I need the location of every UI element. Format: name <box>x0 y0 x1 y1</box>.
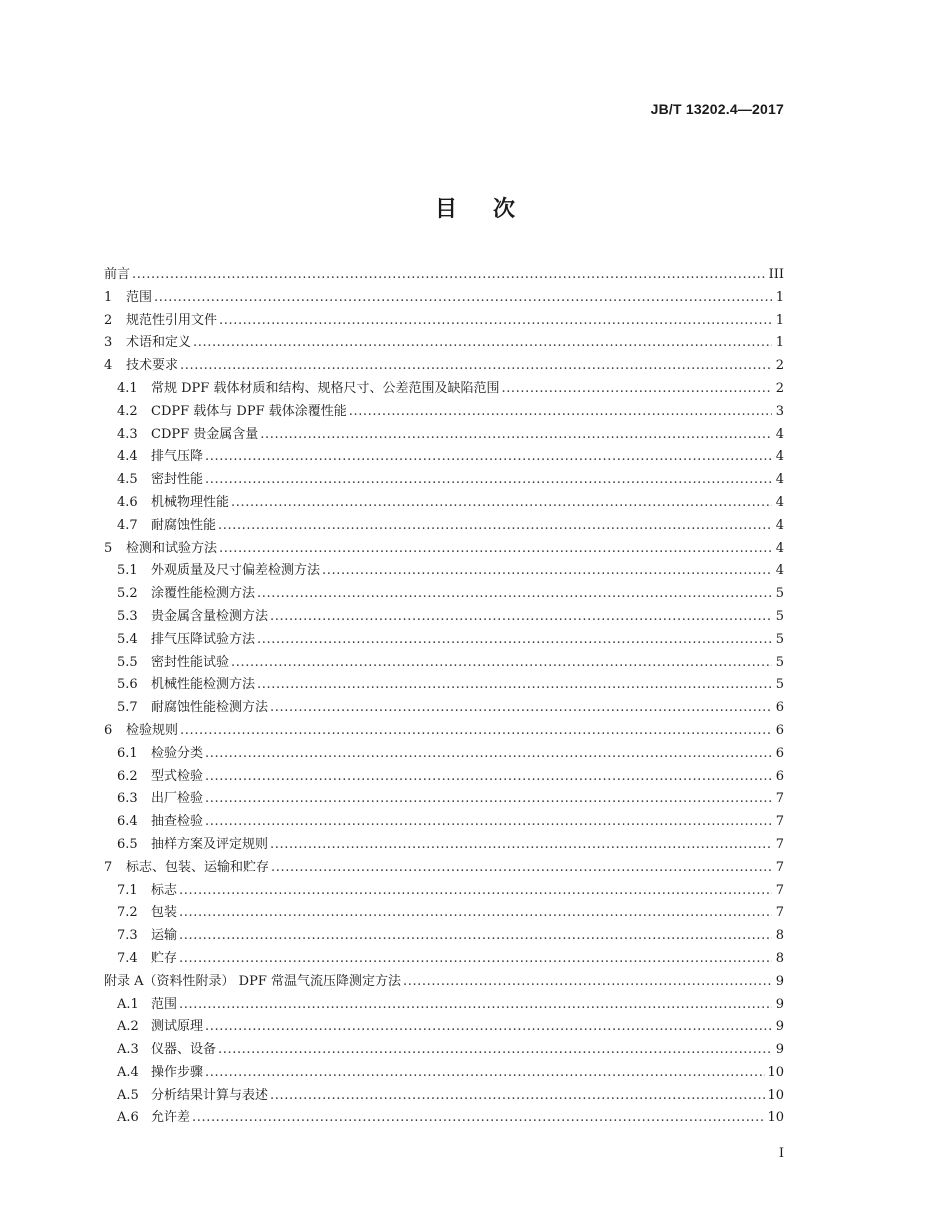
toc-dot-leader <box>260 424 772 447</box>
toc-entry[interactable] <box>104 994 784 1017</box>
toc-dot-leader <box>205 469 772 492</box>
toc-dot-leader <box>180 355 772 378</box>
toc-entry-page: 4 <box>775 449 784 465</box>
toc-entry[interactable] <box>104 743 784 766</box>
toc-entry[interactable] <box>104 1062 784 1085</box>
toc-entry-page: 2 <box>775 358 784 374</box>
toc-entry-label: 技术要求 <box>126 358 179 374</box>
toc-entry-number: A.1 <box>117 996 139 1012</box>
toc-entry[interactable] <box>104 857 784 880</box>
toc-entry[interactable] <box>104 834 784 857</box>
toc-entry[interactable] <box>104 492 784 515</box>
toc-entry-number: 7.1 <box>117 882 138 898</box>
toc-entry-page: 1 <box>775 312 784 328</box>
toc-entry-page: 6 <box>775 745 784 761</box>
toc-entry-label: 涂覆性能检测方法 <box>151 586 256 602</box>
toc-dot-leader <box>501 378 772 401</box>
toc-dot-leader <box>231 652 772 675</box>
toc-entry[interactable] <box>104 287 784 310</box>
toc-entry[interactable] <box>104 629 784 652</box>
toc-entry-number: 7 <box>104 859 113 875</box>
toc-dot-leader <box>270 697 772 720</box>
toc-entry-label: 外观质量及尺寸偏差检测方法 <box>151 563 321 579</box>
toc-entry-label: 操作步骤 <box>151 1064 204 1080</box>
toc-entry[interactable] <box>104 401 784 424</box>
toc-entry-page: 9 <box>775 973 784 989</box>
toc-entry-number: 5.6 <box>117 677 138 693</box>
toc-entry[interactable] <box>104 720 784 743</box>
toc-dot-leader <box>193 332 772 355</box>
toc-entry-page: 7 <box>775 791 784 807</box>
toc-dot-leader <box>205 743 772 766</box>
toc-entry-number: 1 <box>104 289 113 305</box>
toc-entry-number: 4 <box>104 358 113 374</box>
toc-entry-label: 标志 <box>151 882 178 898</box>
page-number: I <box>778 1146 784 1161</box>
toc-entry-label: 抽查检验 <box>151 814 204 830</box>
toc-entry[interactable] <box>104 880 784 903</box>
toc-entry-page: 5 <box>775 608 784 624</box>
toc-entry-label: 包装 <box>151 905 178 921</box>
toc-entry-number: 5.3 <box>117 608 138 624</box>
toc-entry-number: A.5 <box>117 1087 139 1103</box>
toc-entry[interactable] <box>104 652 784 675</box>
toc-entry-page: 6 <box>775 722 784 738</box>
toc-entry-page: 5 <box>775 654 784 670</box>
toc-entry-number: 7.2 <box>117 905 138 921</box>
toc-entry-label: 常规 DPF 载体材质和结构、规格尺寸、公差范围及缺陷范围 <box>151 380 500 396</box>
toc-entry-label: 检测和试验方法 <box>126 540 218 556</box>
toc-dot-leader <box>231 492 772 515</box>
toc-entry-page: 4 <box>775 472 784 488</box>
toc-entry-page: 4 <box>775 540 784 556</box>
toc-entry[interactable] <box>104 583 784 606</box>
toc-entry[interactable] <box>104 355 784 378</box>
toc-entry-label: 检验分类 <box>151 745 204 761</box>
toc-entry-label: 运输 <box>151 928 178 944</box>
toc-dot-leader <box>219 310 772 333</box>
toc-entry-page: 4 <box>775 517 784 533</box>
page-title <box>0 192 950 223</box>
toc-entry-page: 6 <box>775 768 784 784</box>
toc-entry[interactable] <box>104 811 784 834</box>
toc-entry-page: 4 <box>775 494 784 510</box>
toc-entry-label: 仪器、设备 <box>151 1042 217 1058</box>
toc-entry[interactable] <box>104 1085 784 1108</box>
toc-entry[interactable] <box>104 697 784 720</box>
toc-dot-leader <box>270 1085 765 1108</box>
toc-entry-page: 5 <box>775 586 784 602</box>
toc-entry[interactable] <box>104 606 784 629</box>
toc-entry-number: A.6 <box>117 1110 139 1126</box>
toc-dot-leader <box>179 925 772 948</box>
toc-entry-number: 4.6 <box>117 494 138 510</box>
toc-entry-page: 7 <box>775 859 784 875</box>
toc-entry-label: 规范性引用文件 <box>126 312 218 328</box>
toc-entry-page: 4 <box>775 563 784 579</box>
toc-entry-page: 4 <box>775 426 784 442</box>
toc-entry-number: 4.3 <box>117 426 138 442</box>
toc-entry[interactable] <box>104 515 784 538</box>
toc-dot-leader <box>270 834 772 857</box>
toc-dot-leader <box>132 264 767 287</box>
toc-entry[interactable] <box>104 971 784 994</box>
toc-entry[interactable] <box>104 1107 784 1130</box>
toc-dot-leader <box>257 583 772 606</box>
toc-entry-page: 10 <box>767 1087 784 1103</box>
toc-entry-number: 4.5 <box>117 472 138 488</box>
toc-entry-label: 测试原理 <box>151 1019 204 1035</box>
toc-entry-label: 贵金属含量检测方法 <box>151 608 269 624</box>
toc-entry-page: 9 <box>775 1042 784 1058</box>
toc-entry-number: 4.1 <box>117 380 138 396</box>
toc-entry-label: 贮存 <box>151 950 178 966</box>
toc-dot-leader <box>205 446 772 469</box>
toc-entry-label: 分析结果计算与表述 <box>151 1087 269 1103</box>
toc-entry-number: A.2 <box>117 1019 139 1035</box>
toc-entry-label: 型式检验 <box>151 768 204 784</box>
toc-entry-page: 6 <box>775 700 784 716</box>
toc-entry[interactable] <box>104 378 784 401</box>
toc-entry-number: 2 <box>104 312 113 328</box>
toc-entry-number: 7.3 <box>117 928 138 944</box>
toc-entry-label: 术语和定义 <box>126 335 192 351</box>
toc-entry-number: 5.2 <box>117 586 138 602</box>
toc-dot-leader <box>322 560 772 583</box>
toc-entry-number: A.4 <box>117 1064 139 1080</box>
toc-dot-leader <box>205 811 772 834</box>
toc-entry[interactable] <box>104 1016 784 1039</box>
toc-dot-leader <box>205 1062 765 1085</box>
toc-entry-label: 标志、包装、运输和贮存 <box>126 859 270 875</box>
toc-entry-label: 抽样方案及评定规则 <box>151 836 269 852</box>
toc-entry-number: 7.4 <box>117 950 138 966</box>
toc-entry-page: 9 <box>775 996 784 1012</box>
toc-entry-number: 6.3 <box>117 791 138 807</box>
toc-dot-leader <box>205 1016 772 1039</box>
toc-entry-page: 8 <box>775 928 784 944</box>
toc-dot-leader <box>205 766 772 789</box>
toc-entry-number: 4.7 <box>117 517 138 533</box>
toc-entry-number: 6.1 <box>117 745 138 761</box>
standard-code: JB/T 13202.4—2017 <box>650 101 784 117</box>
toc-entry-number: 5 <box>104 540 113 556</box>
toc-dot-leader <box>218 1039 772 1062</box>
toc-dot-leader <box>179 880 772 903</box>
toc-entry-number: 5.4 <box>117 631 138 647</box>
toc-entry-number: 5.7 <box>117 700 138 716</box>
toc-entry-page: 7 <box>775 814 784 830</box>
toc-entry-number: 3 <box>104 335 113 351</box>
toc-entry-number: 6.4 <box>117 814 138 830</box>
toc-dot-leader <box>271 857 772 880</box>
toc-dot-leader <box>192 1107 765 1130</box>
toc-entry-number: 6.2 <box>117 768 138 784</box>
toc-dot-leader <box>218 515 772 538</box>
toc-entry-page: 5 <box>775 677 784 693</box>
toc-entry-page: 1 <box>775 289 784 305</box>
toc-entry-label: 密封性能 <box>151 472 204 488</box>
page-title-text: 目次 <box>434 197 551 222</box>
toc-dot-leader <box>403 971 772 994</box>
toc-entry-label: CDPF 载体与 DPF 载体涂覆性能 <box>151 403 347 419</box>
toc-entry[interactable] <box>104 446 784 469</box>
toc-entry-label: 排气压降试验方法 <box>151 631 256 647</box>
toc-dot-leader <box>179 902 772 925</box>
toc-dot-leader <box>205 788 772 811</box>
toc-entry-label: 检验规则 <box>126 722 179 738</box>
toc-entry[interactable] <box>104 948 784 971</box>
toc-entry-label: 允许差 <box>151 1110 191 1126</box>
toc-entry-label: 范围 <box>126 289 153 305</box>
toc-entry-label: 机械物理性能 <box>151 494 230 510</box>
toc-dot-leader <box>257 629 772 652</box>
toc-entry-label: 附录 A（资料性附录） DPF 常温气流压降测定方法 <box>104 973 401 989</box>
toc-entry-page: 7 <box>775 836 784 852</box>
toc-dot-leader <box>270 606 772 629</box>
toc-entry-label: 密封性能试验 <box>151 654 230 670</box>
toc-entry[interactable] <box>104 469 784 492</box>
toc-entry-page: 9 <box>775 1019 784 1035</box>
toc-dot-leader <box>179 994 772 1017</box>
toc-entry-page: 8 <box>775 950 784 966</box>
toc-entry[interactable] <box>104 925 784 948</box>
toc-entry[interactable] <box>104 788 784 811</box>
toc-entry[interactable] <box>104 902 784 925</box>
toc-entry[interactable] <box>104 424 784 447</box>
toc-entry-page: 7 <box>775 905 784 921</box>
toc-entry[interactable] <box>104 264 784 287</box>
toc-entry[interactable] <box>104 674 784 697</box>
toc-entry-label: 耐腐蚀性能检测方法 <box>151 700 269 716</box>
toc-entry-page: III <box>768 267 784 282</box>
toc-dot-leader <box>179 948 772 971</box>
toc-entry-page: 5 <box>775 631 784 647</box>
toc-entry-number: 4.4 <box>117 449 138 465</box>
toc-entry-number: A.3 <box>117 1042 139 1058</box>
toc-entry-number: 4.2 <box>117 403 138 419</box>
toc-dot-leader <box>257 674 772 697</box>
toc-entry-number: 6 <box>104 722 113 738</box>
toc-entry-page: 1 <box>775 335 784 351</box>
toc-entry-number: 6.5 <box>117 836 138 852</box>
toc-dot-leader <box>154 287 772 310</box>
toc-entry[interactable] <box>104 310 784 333</box>
toc-entry[interactable] <box>104 538 784 561</box>
toc-entry[interactable] <box>104 766 784 789</box>
toc-dot-leader <box>349 401 772 424</box>
toc-entry-label: 前言 <box>104 267 131 282</box>
toc-dot-leader <box>180 720 772 743</box>
toc-entry-label: 排气压降 <box>151 449 204 465</box>
toc-entry-label: 范围 <box>151 996 178 1012</box>
toc-entry-page: 2 <box>775 380 784 396</box>
toc-entry-page: 3 <box>775 403 784 419</box>
toc-entry-label: 耐腐蚀性能 <box>151 517 217 533</box>
toc-entry[interactable] <box>104 560 784 583</box>
toc-entry-number: 5.1 <box>117 563 138 579</box>
toc-entry-label: 机械性能检测方法 <box>151 677 256 693</box>
toc-entry-page: 10 <box>767 1064 784 1080</box>
toc-entry[interactable] <box>104 1039 784 1062</box>
toc-entry-number: 5.5 <box>117 654 138 670</box>
toc-entry-label: 出厂检验 <box>151 791 204 807</box>
toc-entry-label: CDPF 贵金属含量 <box>151 426 259 442</box>
toc-entry-page: 7 <box>775 882 784 898</box>
toc-entry-page: 10 <box>767 1110 784 1126</box>
table-of-contents <box>104 264 784 1130</box>
toc-entry[interactable] <box>104 332 784 355</box>
toc-dot-leader <box>219 538 772 561</box>
